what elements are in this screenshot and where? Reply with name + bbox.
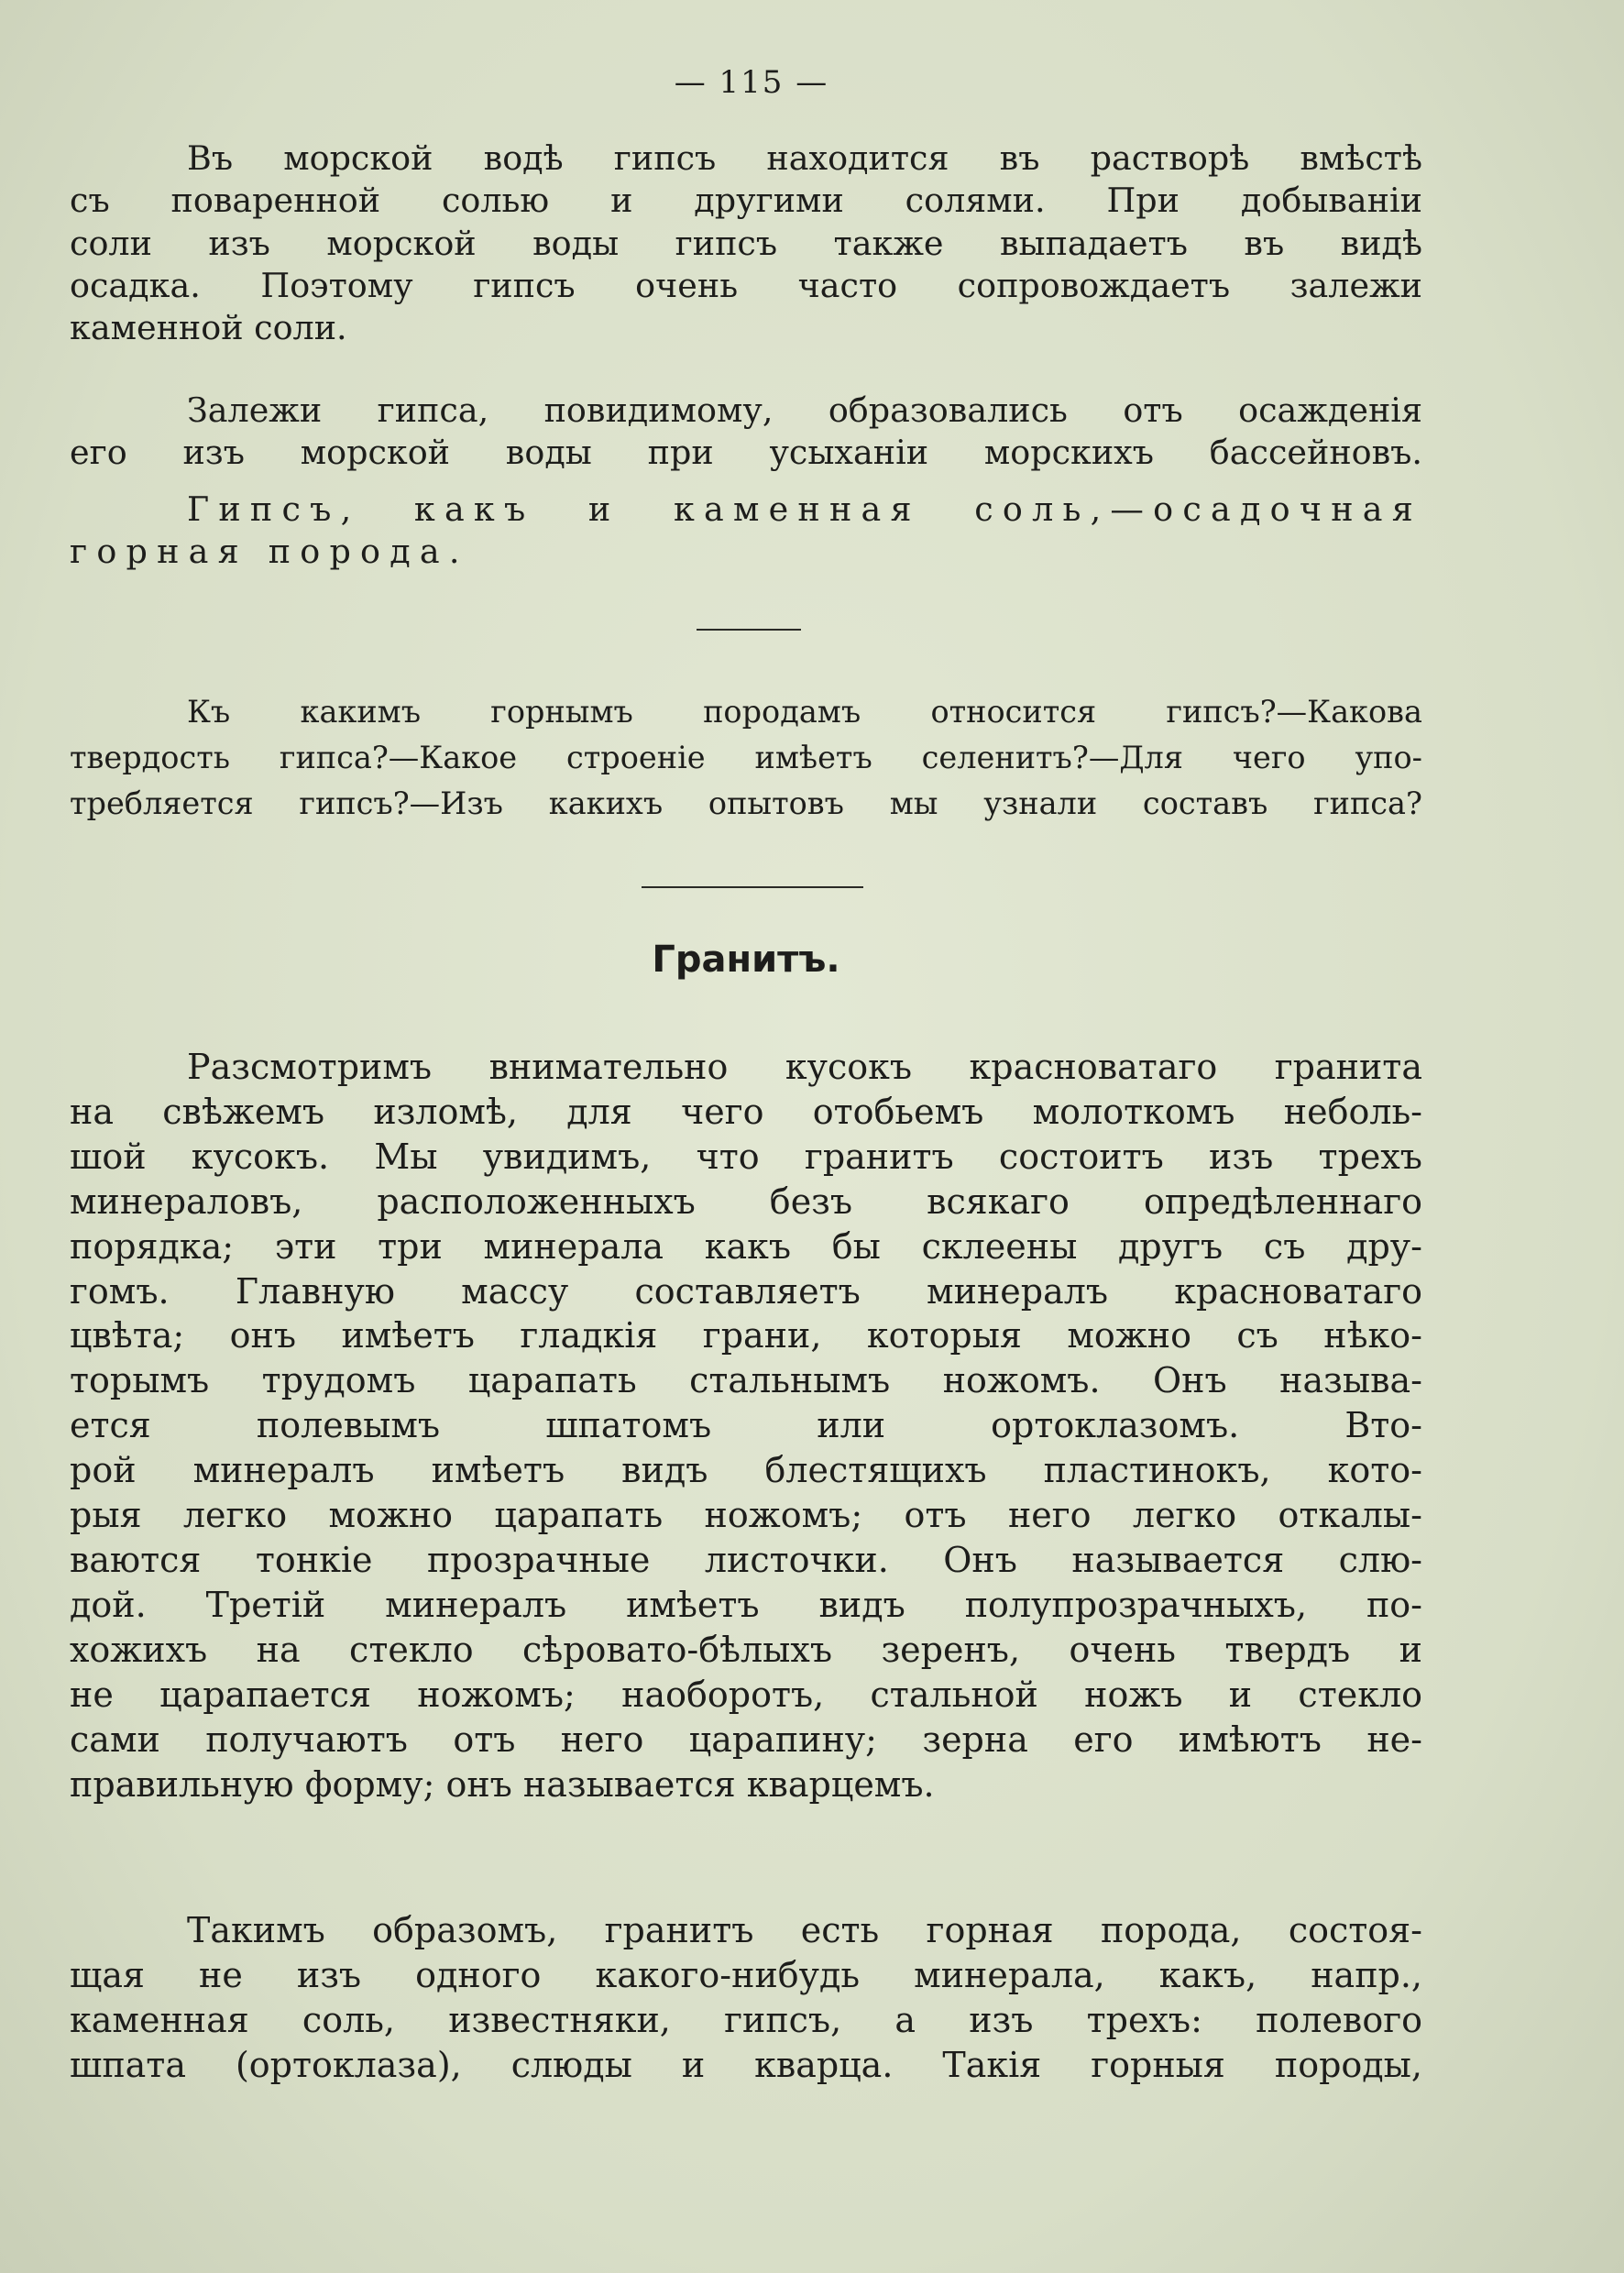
- text-line: дой. Третій минералъ имѣетъ видъ полупрозрачныхъ, по-: [70, 1584, 1422, 1625]
- text-line: цвѣта; онъ имѣетъ гладкія грани, которыя можно съ нѣко-: [70, 1315, 1422, 1356]
- text-line: не царапается ножомъ; наоборотъ, стальной ножъ и стекло: [70, 1674, 1422, 1715]
- text-line: торымъ трудомъ царапать стальнымъ ножомъ. Онъ называ-: [70, 1360, 1422, 1401]
- text-line: щая не изъ одного какого-нибудь минерала, какъ, напр.,: [70, 1954, 1422, 1995]
- text-line: рыя легко можно царапать ножомъ; отъ него легко откалы-: [70, 1495, 1422, 1536]
- text-line: хожихъ на стекло сѣровато-бѣлыхъ зеренъ, очень твердъ и: [70, 1629, 1422, 1670]
- text-line: на свѣжемъ изломѣ, для чего отобьемъ молоткомъ неболь-: [70, 1091, 1422, 1132]
- gypsum-paragraph-2: [70, 390, 1422, 475]
- text-line: Такимъ образомъ, гранитъ есть горная порода, состоя-: [187, 1910, 1422, 1950]
- section-divider: [642, 886, 863, 888]
- section-divider: [697, 629, 801, 631]
- text-line: ваются тонкіе прозрачные листочки. Онъ называется слю-: [70, 1539, 1422, 1580]
- text-line: шой кусокъ. Мы увидимъ, что гранитъ состоитъ изъ трехъ: [70, 1136, 1422, 1177]
- text-line: шпата (ортоклаза), слюды и кварца. Такія горныя породы,: [70, 2044, 1422, 2085]
- gypsum-paragraph-3: [70, 489, 1422, 574]
- text-line: осадка. Поэтому гипсъ очень часто сопровождаетъ залежи: [70, 265, 1422, 305]
- text-line: порядка; эти три минерала какъ бы склеены другъ съ дру-: [70, 1225, 1422, 1267]
- text-line: гомъ. Главную массу составляетъ минералъ красноватаго: [70, 1270, 1422, 1312]
- text-line: каменная соль, известняки, гипсъ, а изъ трехъ: полевого: [70, 1999, 1422, 2040]
- text-line: правильную форму; онъ называется кварцемъ.: [70, 1763, 935, 1805]
- section-title: Гранитъ.: [652, 939, 840, 981]
- text-line: соли изъ морской воды гипсъ также выпадаетъ въ видѣ: [70, 223, 1422, 263]
- review-questions: [70, 689, 1422, 827]
- text-line: твердость гипса?—Какое строеніе имѣетъ селенитъ?—Для чего упо-: [70, 740, 1422, 775]
- granite-paragraph-1: [70, 1045, 1422, 1806]
- text-line: ется полевымъ шпатомъ или ортоклазомъ. Вто-: [70, 1405, 1422, 1446]
- text-line: Гипсъ, какъ и каменная соль,—осадочная: [187, 489, 1422, 529]
- granite-paragraph-2: [70, 1908, 1422, 2088]
- text-line: Къ какимъ горнымъ породамъ относится гипсъ?—Какова: [187, 694, 1422, 730]
- text-line: минераловъ, расположенныхъ безъ всякаго опредѣленнаго: [70, 1180, 1422, 1222]
- text-line: съ поваренной солью и другими солями. При добываніи: [70, 181, 1422, 221]
- text-line: требляется гипсъ?—Изъ какихъ опытовъ мы узнали составъ гипса?: [70, 785, 1422, 821]
- text-line: горная порода.: [70, 532, 469, 572]
- page-number: — 115 —: [674, 64, 829, 101]
- text-line: каменной соли.: [70, 308, 347, 348]
- text-line: Въ морской водѣ гипсъ находится въ растворѣ вмѣстѣ: [187, 138, 1422, 178]
- text-line: рой минералъ имѣетъ видъ блестящихъ пластинокъ, кото-: [70, 1450, 1422, 1491]
- gypsum-paragraph-1: [70, 137, 1422, 349]
- text-line: Разсмотримъ внимательно кусокъ красноватаго гранита: [187, 1047, 1422, 1087]
- text-line: сами получаютъ отъ него царапину; зерна его имѣютъ не-: [70, 1718, 1422, 1760]
- text-line: его изъ морской воды при усыханіи морскихъ бассейновъ.: [70, 433, 1422, 473]
- text-line: Залежи гипса, повидимому, образовались отъ осажденія: [187, 390, 1422, 430]
